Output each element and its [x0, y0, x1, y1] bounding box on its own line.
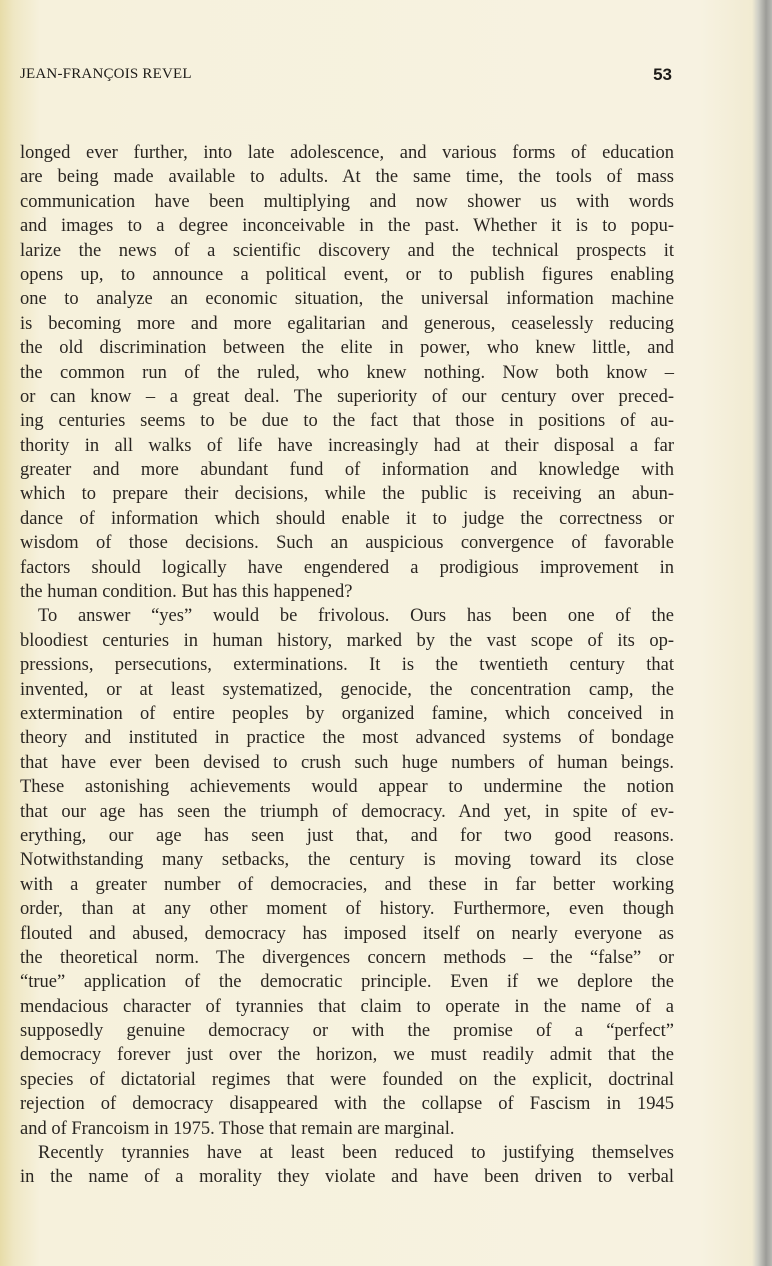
text-line: the old discrimination between the elite in power, who knew little, and: [20, 338, 674, 359]
text-line: greater and more abundant fund of information and knowledge with: [20, 460, 674, 481]
text-line: that have ever been devised to crush such huge numbers of human beings.: [20, 752, 674, 773]
text-line: ing centuries seems to be due to the fact that those in positions of au-: [20, 411, 674, 432]
text-line: which to prepare their decisions, while the public is receiving an abun-: [20, 484, 674, 505]
text-line: and images to a degree inconceivable in the past. Whether it is to popu-: [20, 216, 674, 237]
text-line: wisdom of those decisions. Such an auspicious convergence of favorable: [20, 533, 674, 554]
text-line: pressions, persecutions, exterminations. It is the twentieth century that: [20, 655, 674, 676]
text-line: is becoming more and more egalitarian and generous, ceaselessly reducing: [20, 313, 674, 334]
text-line: These astonishing achievements would appear to undermine the notion: [20, 777, 674, 798]
text-line: with a greater number of democracies, and these in far better working: [20, 874, 674, 895]
text-line: theory and instituted in practice the most advanced systems of bondage: [20, 728, 674, 749]
text-line: one to analyze an economic situation, the universal information machine: [20, 289, 674, 310]
text-line: communication have been multiplying and now shower us with words: [20, 191, 674, 212]
text-line: erything, our age has seen just that, and for two good reasons.: [20, 825, 674, 846]
body-text: [20, 141, 674, 1190]
text-line: and of Francoism in 1975. Those that remain are marginal.: [20, 1118, 455, 1139]
text-line: that our age has seen the triumph of democracy. And yet, in spite of ev-: [20, 801, 674, 822]
text-line: the human condition. But has this happened?: [20, 582, 353, 603]
text-line: bloodiest centuries in human history, marked by the vast scope of its op-: [20, 630, 674, 651]
text-line: species of dictatorial regimes that were founded on the explicit, doctrinal: [20, 1069, 674, 1090]
text-line: rejection of democracy disappeared with the collapse of Fascism in 1945: [20, 1094, 674, 1115]
text-line: are being made available to adults. At the same time, the tools of mass: [20, 167, 674, 188]
page-header: [20, 66, 672, 88]
text-line: flouted and abused, democracy has imposed itself on nearly everyone as: [20, 923, 674, 944]
text-line: the common run of the ruled, who knew nothing. Now both know –: [20, 362, 674, 383]
text-line: dance of information which should enable it to judge the correctness or: [20, 508, 674, 529]
text-line: the theoretical norm. The divergences concern methods – the “false” or: [20, 947, 674, 968]
running-head: JEAN-FRANÇOIS REVEL: [20, 66, 192, 82]
text-line: or can know – a great deal. The superiority of our century over preced-: [20, 386, 674, 407]
page-number: 53: [653, 65, 672, 84]
text-line: mendacious character of tyrannies that claim to operate in the name of a: [20, 996, 674, 1017]
text-line: Notwithstanding many setbacks, the century is moving toward its close: [20, 850, 674, 871]
text-line: opens up, to announce a political event, or to publish figures enabling: [20, 264, 674, 285]
text-line: factors should logically have engendered a prodigious improvement in: [20, 557, 674, 578]
text-line: supposedly genuine democracy or with the promise of a “perfect”: [20, 1021, 674, 1042]
text-line: thority in all walks of life have increasingly had at their disposal a far: [20, 435, 674, 456]
text-line: longed ever further, into late adolescence, and various forms of education: [20, 143, 674, 163]
text-line: invented, or at least systematized, genocide, the concentration camp, the: [20, 679, 674, 700]
text-line: To answer “yes” would be frivolous. Ours has been one of the: [38, 606, 674, 627]
text-line: extermination of entire peoples by organized famine, which conceived in: [20, 703, 674, 724]
text-line: larize the news of a scientific discovery and the technical prospects it: [20, 240, 674, 261]
text-line: in the name of a morality they violate and have been driven to verbal: [20, 1167, 674, 1188]
text-line: Recently tyrannies have at least been reduced to justifying themselves: [38, 1143, 674, 1164]
text-line: democracy forever just over the horizon, we must readily admit that the: [20, 1045, 674, 1066]
text-line: order, than at any other moment of history. Furthermore, even though: [20, 899, 674, 920]
text-line: “true” application of the democratic principle. Even if we deplore the: [20, 972, 674, 993]
